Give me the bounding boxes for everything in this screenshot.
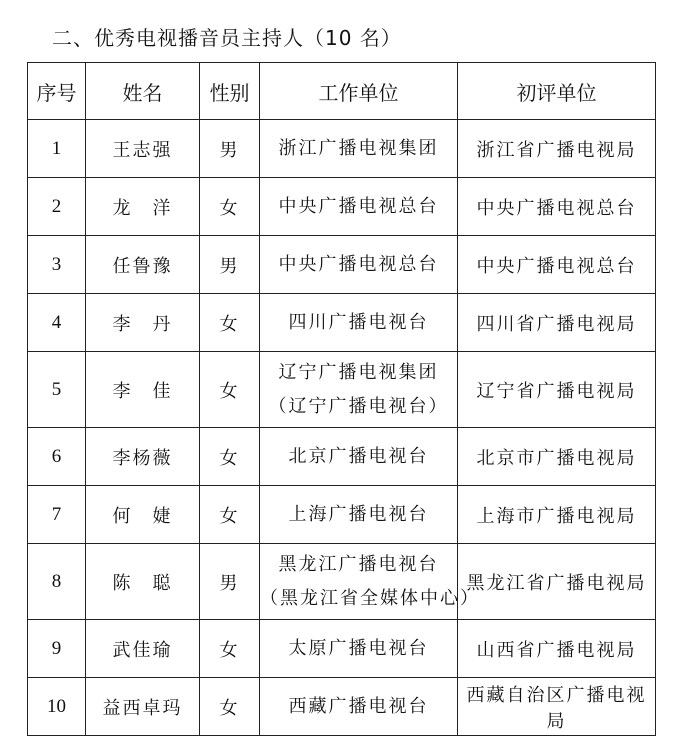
cell-name: 龙 洋	[86, 178, 200, 236]
cell-eval-unit: 山西省广播电视局	[458, 620, 656, 678]
work-unit-line: 浙江广播电视集团	[278, 137, 439, 159]
cell-name: 王志强	[86, 120, 200, 178]
table-row	[28, 236, 656, 294]
header-name: 姓名	[86, 63, 200, 120]
cell-no: 4	[28, 294, 86, 352]
cell-name: 武佳瑜	[86, 620, 200, 678]
work-unit-line: （辽宁广播电视台）	[268, 395, 449, 417]
cell-eval-unit: 西藏自治区广播电视局	[458, 678, 656, 736]
cell-no: 8	[28, 544, 86, 620]
cell-eval-unit: 中央广播电视总台	[458, 236, 656, 294]
table-row	[28, 544, 656, 620]
cell-gender: 女	[200, 678, 260, 736]
cell-eval-unit: 上海市广播电视局	[458, 486, 656, 544]
work-unit-line: 辽宁广播电视集团	[278, 361, 439, 383]
host-roster-table	[27, 62, 656, 736]
cell-name: 何 婕	[86, 486, 200, 544]
cell-name: 李 丹	[86, 294, 200, 352]
table-row	[28, 428, 656, 486]
cell-gender: 男	[200, 236, 260, 294]
table-body	[28, 120, 656, 736]
cell-eval-unit: 北京市广播电视局	[458, 428, 656, 486]
table-row	[28, 120, 656, 178]
cell-no: 7	[28, 486, 86, 544]
table-row	[28, 486, 656, 544]
cell-work-unit	[260, 678, 458, 736]
work-unit-line: 西藏广播电视台	[288, 695, 429, 717]
cell-work-unit	[260, 544, 480, 620]
cell-no: 2	[28, 178, 86, 236]
cell-gender: 女	[200, 486, 260, 544]
cell-work-unit	[260, 428, 458, 486]
cell-no: 6	[28, 428, 86, 486]
cell-gender: 女	[200, 620, 260, 678]
cell-eval-unit: 四川省广播电视局	[458, 294, 656, 352]
cell-no: 1	[28, 120, 86, 178]
cell-no: 3	[28, 236, 86, 294]
table-row	[28, 178, 656, 236]
table-row	[28, 294, 656, 352]
work-unit-line: （黑龙江省全媒体中心）	[260, 587, 480, 609]
section-heading: 二、优秀电视播音员主持人（10 名）	[52, 26, 402, 50]
work-unit-line: 北京广播电视台	[288, 445, 429, 467]
table-header-row	[28, 63, 656, 120]
table-row	[28, 678, 656, 736]
work-unit-line: 上海广播电视台	[288, 503, 429, 525]
cell-gender: 女	[200, 428, 260, 486]
header-no: 序号	[28, 63, 86, 120]
cell-name: 陈 聪	[86, 544, 200, 620]
cell-gender: 女	[200, 178, 260, 236]
cell-work-unit	[260, 178, 458, 236]
cell-work-unit	[260, 294, 458, 352]
cell-no: 9	[28, 620, 86, 678]
cell-work-unit	[260, 236, 458, 294]
cell-eval-unit: 辽宁省广播电视局	[458, 352, 656, 428]
cell-eval-unit: 黑龙江省广播电视局	[458, 544, 656, 620]
cell-gender: 女	[200, 294, 260, 352]
cell-name: 任鲁豫	[86, 236, 200, 294]
cell-work-unit	[260, 352, 458, 428]
cell-gender: 女	[200, 352, 260, 428]
cell-work-unit	[260, 486, 458, 544]
cell-name: 李 佳	[86, 352, 200, 428]
cell-work-unit	[260, 620, 458, 678]
cell-eval-unit: 浙江省广播电视局	[458, 120, 656, 178]
work-unit-line: 中央广播电视总台	[278, 253, 439, 275]
cell-no: 5	[28, 352, 86, 428]
header-gender: 性别	[200, 63, 260, 120]
work-unit-line: 四川广播电视台	[288, 311, 429, 333]
work-unit-line: 黑龙江广播电视台	[278, 553, 439, 575]
header-eval-unit: 初评单位	[458, 63, 656, 120]
work-unit-line: 太原广播电视台	[288, 637, 429, 659]
header-work-unit: 工作单位	[260, 63, 458, 120]
cell-name: 李杨薇	[86, 428, 200, 486]
cell-no: 10	[28, 678, 86, 736]
cell-work-unit	[260, 120, 458, 178]
cell-gender: 男	[200, 544, 260, 620]
cell-gender: 男	[200, 120, 260, 178]
work-unit-line: 中央广播电视总台	[278, 195, 439, 217]
table-row	[28, 620, 656, 678]
cell-name: 益西卓玛	[86, 678, 200, 736]
table-row	[28, 352, 656, 428]
cell-eval-unit: 中央广播电视总台	[458, 178, 656, 236]
